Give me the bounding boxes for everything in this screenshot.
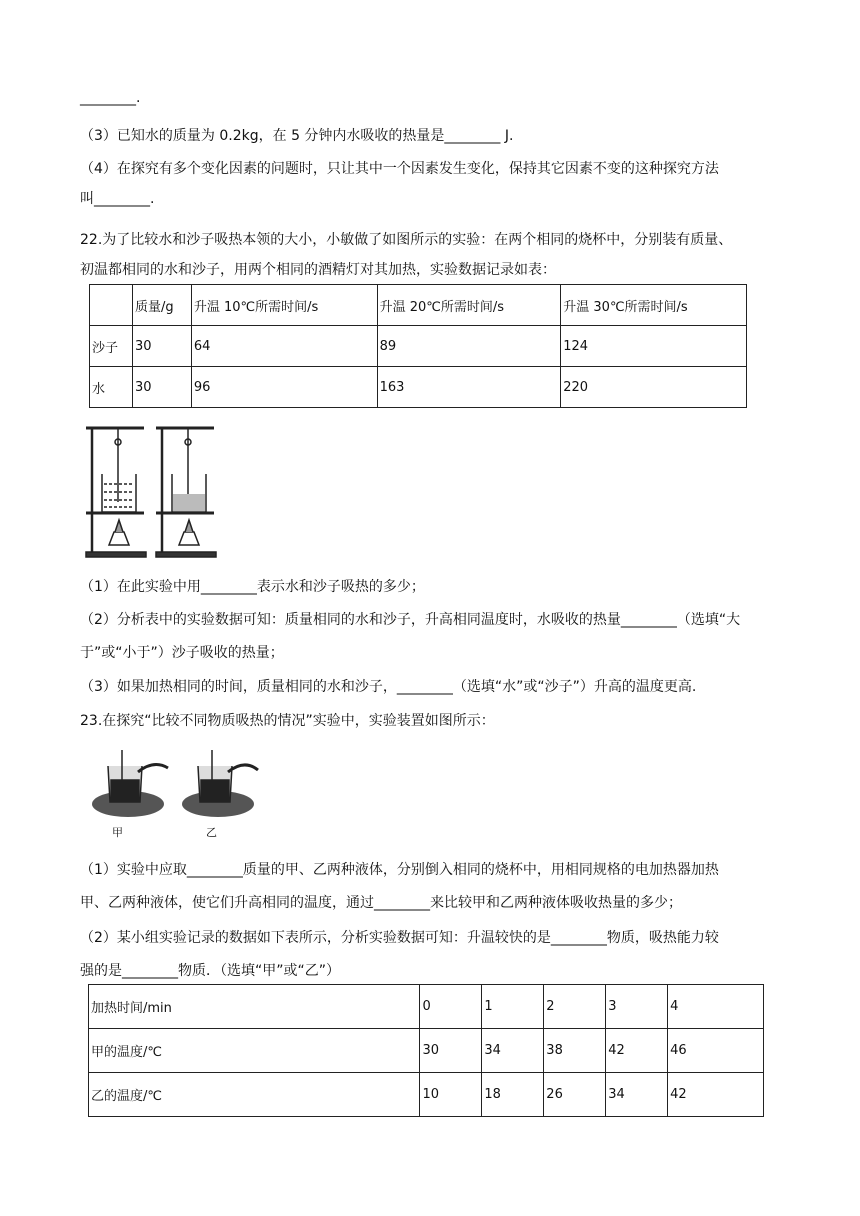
table-cell: 30 (132, 367, 191, 408)
text-line: （4）在探究有多个变化因素的问题时，只让其中一个因素发生变化，保持其它因素不变的这种探究方法 (80, 161, 719, 177)
table-cell: 26 (544, 1073, 606, 1117)
table-cell: 升温 20℃所需时间/s (377, 285, 561, 326)
table-cell (90, 285, 133, 326)
question-23: 23.在探究“比较不同物质吸热的情况”实验中，实验装置如图所示： (80, 713, 495, 729)
table-cell: 30 (420, 1029, 482, 1073)
table-cell: 42 (606, 1029, 668, 1073)
table-row (90, 326, 747, 367)
text-line: （1）实验中应取________质量的甲、乙两种液体，分别倒入相同的烧杯中，用相同规格的电加热器加热 (80, 862, 719, 878)
table-22 (89, 284, 747, 408)
text-line: 叫________. (80, 191, 155, 207)
table-cell: 乙的温度/℃ (89, 1073, 420, 1117)
table-cell: 64 (191, 326, 377, 367)
table-cell: 甲的温度/℃ (89, 1029, 420, 1073)
table-cell: 220 (561, 367, 747, 408)
table-cell: 3 (606, 985, 668, 1029)
table-cell: 加热时间/min (89, 985, 420, 1029)
figure-label: 甲 (112, 826, 123, 839)
table-cell: 水 (90, 367, 133, 408)
table-row (90, 285, 747, 326)
table-cell: 96 (191, 367, 377, 408)
text-line: （2）某小组实验记录的数据如下表所示，分析实验数据可知：升温较快的是________物质，吸热能力较 (80, 930, 719, 946)
text-line: 于”或“小于”）沙子吸收的热量； (80, 645, 284, 661)
table-cell: 34 (482, 1029, 544, 1073)
table-cell: 质量/g (132, 285, 191, 326)
table-cell: 38 (544, 1029, 606, 1073)
text-line: 初温都相同的水和沙子，用两个相同的酒精灯对其加热，实验数据记录如表： (80, 262, 556, 278)
text-line: （1）在此实验中用________表示水和沙子吸热的多少； (80, 579, 425, 595)
table-cell: 1 (482, 985, 544, 1029)
table-cell: 沙子 (90, 326, 133, 367)
table-cell: 30 (132, 326, 191, 367)
table-cell: 10 (420, 1073, 482, 1117)
table-cell: 46 (668, 1029, 764, 1073)
text-line: （3）已知水的质量为 0.2kg，在 5 分钟内水吸收的热量是________ J. (80, 128, 514, 144)
table-cell: 42 (668, 1073, 764, 1117)
text-line: （2）分析表中的实验数据可知：质量相同的水和沙子，升高相同温度时，水吸收的热量________（选填“大 (80, 612, 741, 628)
table-23 (88, 984, 764, 1117)
text-line: ________. (80, 90, 141, 106)
text-line: （3）如果加热相同的时间，质量相同的水和沙子，________（选填“水”或“沙子”）升高的温度更高. (80, 679, 697, 695)
table-cell: 0 (420, 985, 482, 1029)
table-cell: 4 (668, 985, 764, 1029)
table-cell: 2 (544, 985, 606, 1029)
text-line: 甲、乙两种液体，使它们升高相同的温度，通过________来比较甲和乙两种液体吸收热量的多少； (80, 895, 682, 911)
question-22: 22.为了比较水和沙子吸热本领的大小，小敏做了如图所示的实验：在两个相同的烧杯中，分别装有质量、 (80, 232, 733, 248)
table-cell: 89 (377, 326, 561, 367)
table-cell: 18 (482, 1073, 544, 1117)
table-cell: 升温 10℃所需时间/s (191, 285, 377, 326)
table-cell: 升温 30℃所需时间/s (561, 285, 747, 326)
table-cell: 163 (377, 367, 561, 408)
figure-label: 乙 (206, 826, 217, 839)
table-cell: 124 (561, 326, 747, 367)
table-row (89, 985, 764, 1029)
table-cell: 34 (606, 1073, 668, 1117)
text-line: 强的是________物质．（选填“甲”或“乙”） (80, 963, 341, 979)
apparatus-figure-22 (82, 422, 222, 560)
table-row (90, 367, 747, 408)
table-row (89, 1029, 764, 1073)
table-row (89, 1073, 764, 1117)
